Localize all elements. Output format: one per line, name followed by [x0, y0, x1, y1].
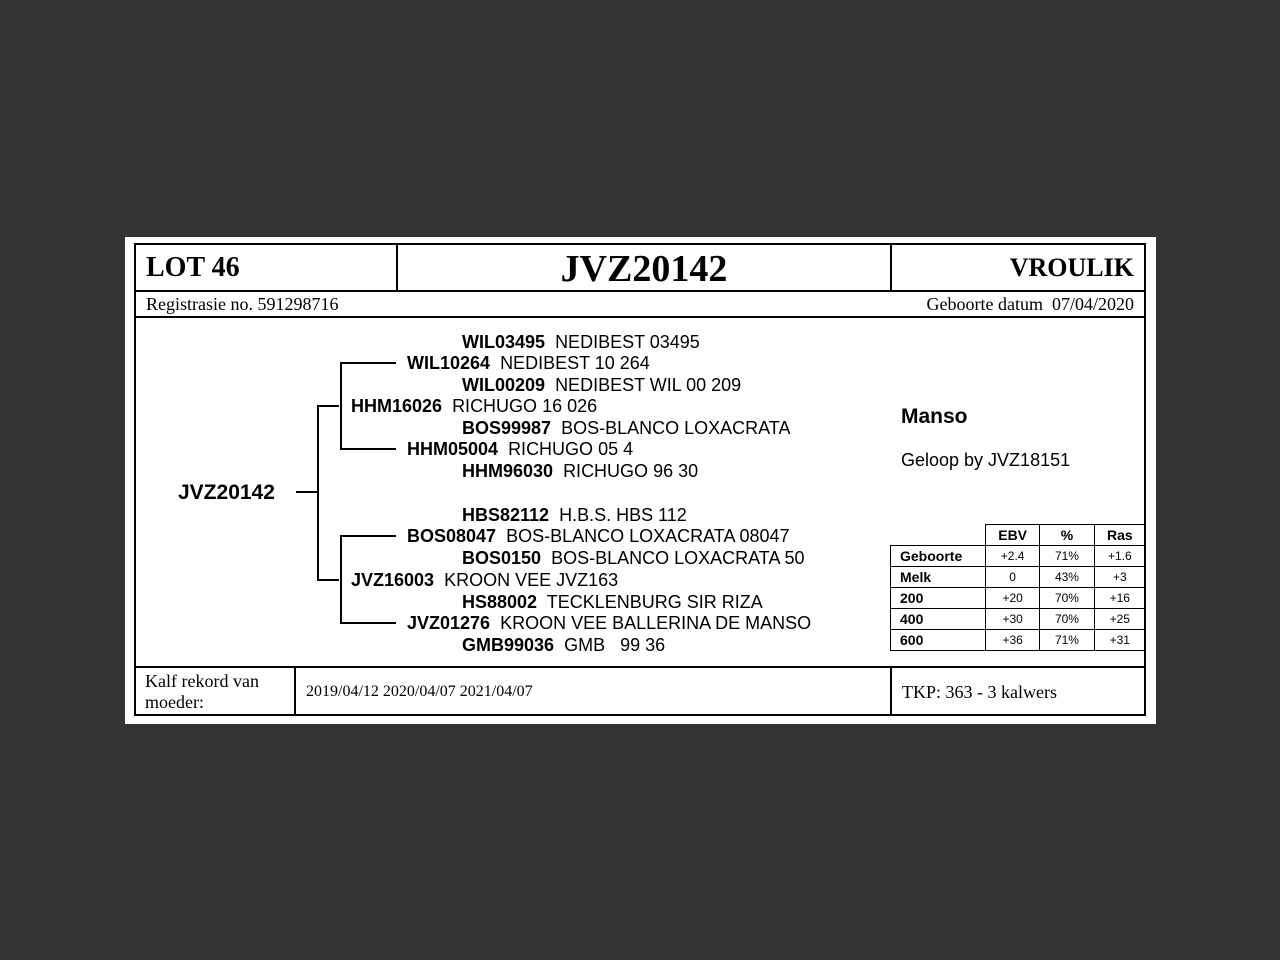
calf-dates-cell — [295, 667, 891, 715]
ebv-value: 0 — [985, 567, 1039, 588]
registration-label: Registrasie no. — [146, 294, 253, 314]
dam-vertical — [340, 535, 342, 623]
registration-text — [146, 294, 338, 315]
birth-date-text — [927, 294, 1134, 315]
registration-row — [135, 291, 1145, 317]
table-row — [891, 630, 1146, 651]
ebv-corner — [891, 525, 986, 546]
pedigree-dam-sire-dam: BOS0150 BOS-BLANCO LOXACRATA 50 — [462, 548, 805, 568]
pedigree-sire-dam-dam: HHM96030 RICHUGO 96 30 — [462, 461, 699, 481]
pct-header: % — [1040, 525, 1094, 546]
pedigree-sire-dam-sire: BOS99987 BOS-BLANCO LOXACRATA — [462, 418, 791, 438]
ebv-value: +30 — [985, 609, 1039, 630]
ras-value: +25 — [1094, 609, 1145, 630]
pct-value: 43% — [1040, 567, 1094, 588]
calf-label-cell — [135, 667, 295, 715]
lot-number: LOT 46 — [146, 252, 240, 283]
ebv-value: +2.4 — [985, 546, 1039, 567]
lot-card — [125, 237, 1156, 724]
pct-value: 71% — [1040, 546, 1094, 567]
ebv-header-row — [891, 525, 1146, 546]
birth-date-label: Geboorte datum — [926, 294, 1043, 314]
table-row — [891, 588, 1146, 609]
row-label: Melk — [891, 567, 986, 588]
ebv-value: +36 — [985, 630, 1039, 651]
sex-label: VROULIK — [1009, 253, 1134, 282]
registration-number: 591298716 — [257, 294, 339, 314]
pedigree-dam-sire: BOS08047 BOS-BLANCO LOXACRATA 08047 — [407, 526, 790, 546]
calf-record-dates: 2019/04/12 2020/04/07 2021/04/07 — [306, 683, 533, 700]
ebv-table — [890, 524, 1146, 651]
pedigree-sire: HHM16026 RICHUGO 16 026 — [351, 396, 598, 416]
tkp-cell — [891, 667, 1145, 715]
service-bull-name: Manso — [901, 405, 968, 428]
pedigree-sire-sire-dam: WIL00209 NEDIBEST WIL 00 209 — [462, 375, 742, 395]
pedigree-sire-sire: WIL10264 NEDIBEST 10 264 — [407, 353, 650, 373]
pedigree-sire-dam: HHM05004 RICHUGO 05 4 — [407, 439, 634, 459]
pedigree-root: JVZ20142 — [178, 481, 275, 504]
row-label: 400 — [891, 609, 986, 630]
pct-value: 70% — [1040, 588, 1094, 609]
sire-sire-branch — [340, 362, 396, 364]
tkp-text: TKP: 363 - 3 kalwers — [902, 682, 1057, 702]
sire-vertical — [340, 362, 342, 449]
calf-record-label: Kalf rekord van moeder: — [145, 671, 259, 712]
birth-date-value: 07/04/2020 — [1051, 294, 1134, 314]
pct-value: 71% — [1040, 630, 1094, 651]
id-cell — [397, 244, 891, 291]
row-label: 200 — [891, 588, 986, 609]
root-vertical — [317, 405, 319, 580]
sire-branch — [317, 405, 339, 407]
service-bred-text: Geloop by JVZ18151 — [901, 450, 1071, 470]
table-row — [891, 609, 1146, 630]
sex-cell — [891, 244, 1145, 291]
animal-id: JVZ20142 — [560, 248, 728, 290]
ras-value: +1.6 — [1094, 546, 1145, 567]
pedigree-dam: JVZ16003 KROON VEE JVZ163 — [351, 570, 619, 590]
pedigree-dam-dam-dam: GMB99036 GMB 99 36 — [462, 635, 666, 655]
ebv-header: EBV — [985, 525, 1039, 546]
dam-branch — [317, 579, 339, 581]
root-connector — [296, 491, 317, 493]
dam-sire-branch — [340, 535, 396, 537]
ras-value: +16 — [1094, 588, 1145, 609]
ras-value: +31 — [1094, 630, 1145, 651]
ebv-value: +20 — [985, 588, 1039, 609]
pedigree-dam-sire-sire: HBS82112 H.B.S. HBS 112 — [462, 505, 687, 525]
table-row — [891, 546, 1146, 567]
dam-dam-branch — [340, 622, 396, 624]
row-label: Geboorte — [891, 546, 986, 567]
sire-dam-branch — [340, 448, 396, 450]
pedigree-dam-dam-sire: HS88002 TECKLENBURG SIR RIZA — [462, 592, 763, 612]
lot-cell — [135, 244, 397, 291]
pedigree-dam-dam: JVZ01276 KROON VEE BALLERINA DE MANSO — [407, 613, 812, 633]
pedigree-sire-sire-sire: WIL03495 NEDIBEST 03495 — [462, 332, 700, 352]
ras-header: Ras — [1094, 525, 1145, 546]
ras-value: +3 — [1094, 567, 1145, 588]
row-label: 600 — [891, 630, 986, 651]
pct-value: 70% — [1040, 609, 1094, 630]
table-row — [891, 567, 1146, 588]
